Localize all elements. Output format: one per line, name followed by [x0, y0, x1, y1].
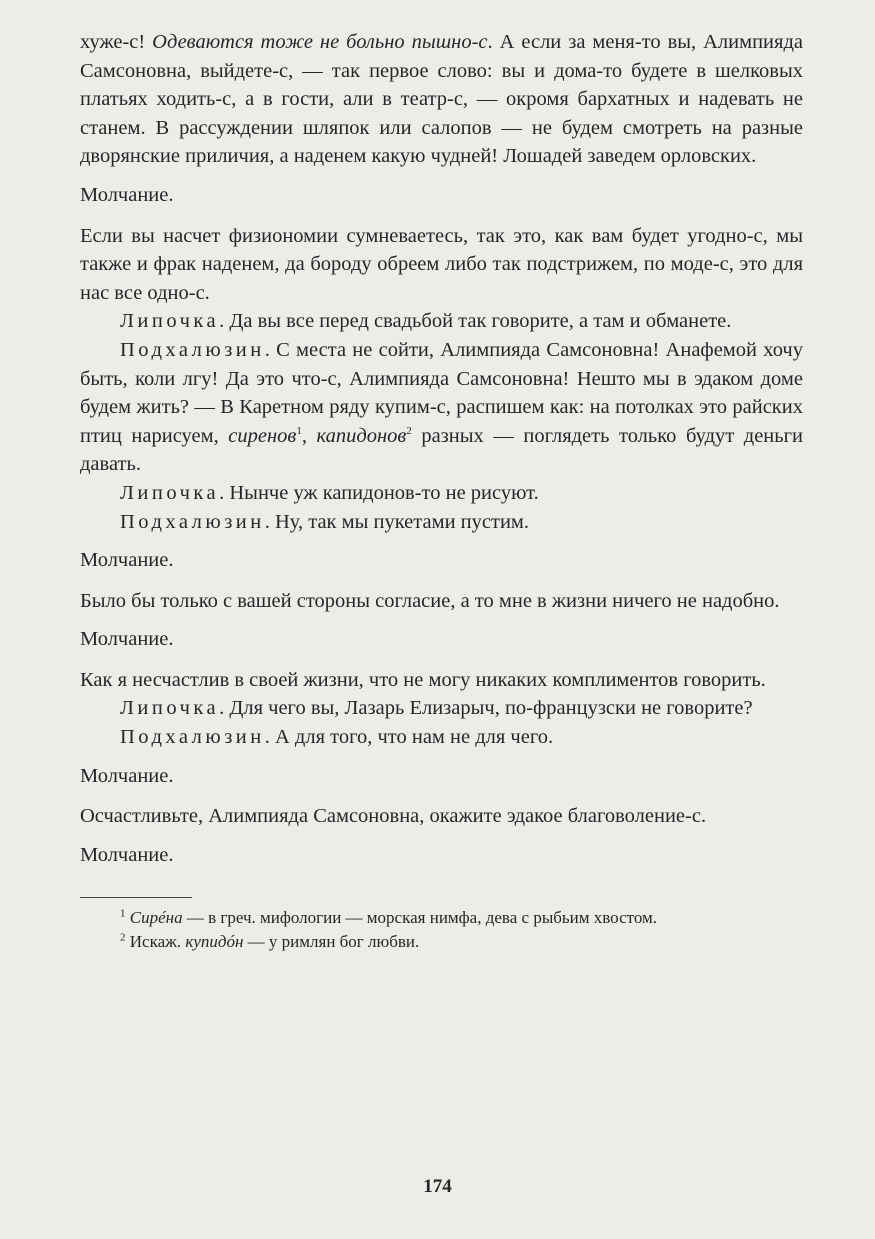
italic-word: капидонов: [316, 424, 407, 447]
stage-direction: Молчание.: [80, 628, 174, 651]
footnote-ref[interactable]: 1: [296, 424, 302, 437]
footnote-number: 2: [120, 931, 126, 944]
paragraph: хуже-с! Одеваются тоже не больно пышно-с. А если за меня-то вы, Алимпияда Самсоновна, выйдете-с, — так первое слово: вы и дома-то будете в шелковых платьях ходить-с, а в гости, али в театр-с, — окромя бархатных и надевать не станем. В рассуждении шляпок или салопов — не будем смотреть на разные дворянские приличия, а наденем какую чудней! Лошадей заведем орловских.: [80, 31, 803, 168]
speaker-name: Липочка: [120, 697, 220, 720]
dialogue-line: Липочка. Нынче уж капидонов-то не рисуют.: [120, 481, 539, 504]
footnote-number: 1: [120, 907, 126, 920]
stage-direction: Молчание.: [80, 764, 174, 787]
speaker-name: Подхалюзин: [120, 726, 265, 749]
dialogue-line: Липочка. Для чего вы, Лазарь Елизарыч, по-французски не говорите?: [120, 697, 753, 720]
footnotes: [80, 906, 803, 954]
paragraph: Осчастливьте, Алимпияда Самсоновна, окажите эдакое благоволение-с.: [80, 805, 707, 828]
footnote-divider: [80, 897, 192, 898]
footnote-term: Сирéна: [129, 908, 183, 928]
dialogue-line: Подхалюзин. А для того, что нам не для чего.: [120, 726, 554, 749]
italic-word: сиренов: [228, 424, 297, 447]
paragraph: Было бы только с вашей стороны согласие, а то мне в жизни ничего не надобно.: [80, 589, 780, 612]
main-text: [80, 28, 803, 869]
footnote: $^2$ Искаж. купидóн — у римлян бог любви.: [120, 931, 420, 952]
dialogue-line: Липочка. Да вы все перед свадьбой так говорите, а там и обманете.: [120, 310, 732, 333]
stage-direction: Молчание.: [80, 549, 174, 572]
footnote-term: купидóн: [185, 932, 244, 952]
stage-direction: Молчание.: [80, 843, 174, 866]
dialogue-line: Подхалюзин. С места не сойти, Алимпияда Самсоновна! Анафемой хочу быть, коли лгу! Да это что-с, Алимпияда Самсоновна! Нешто мы в эдаком доме будем жить? — В Каретном ряду купим-с, распишем как: на потолках это райских птиц нарисуем, сиренов$^1$, капидонов$^2$ разных — поглядеть только будут деньги давать.: [80, 338, 804, 476]
paragraph: Если вы насчет физиономии сумневаетесь, так это, как вам будет угодно-с, мы также и фрак наденем, да бороду обреем либо так подстрижем, по моде-с, это для нас все одно-с.: [80, 224, 803, 304]
speaker-name: Подхалюзин: [120, 338, 265, 361]
stage-direction: Молчание.: [80, 183, 174, 206]
paragraph: Как я несчастлив в своей жизни, что не могу никаких комплиментов говорить.: [80, 668, 766, 691]
speaker-name: Подхалюзин: [120, 510, 265, 533]
dialogue-line: Подхалюзин. Ну, так мы пукетами пустим.: [120, 510, 530, 533]
speaker-name: Липочка: [120, 310, 220, 333]
speaker-name: Липочка: [120, 481, 220, 504]
footnote: $^1$ Сирéна — в греч. мифологии — морская нимфа, дева с рыбьим хвостом.: [120, 907, 658, 928]
italic-phrase: Одеваются тоже не больно пышно-с: [152, 31, 488, 53]
footnote-ref[interactable]: 2: [406, 424, 412, 437]
page-number: 174: [423, 1176, 452, 1197]
